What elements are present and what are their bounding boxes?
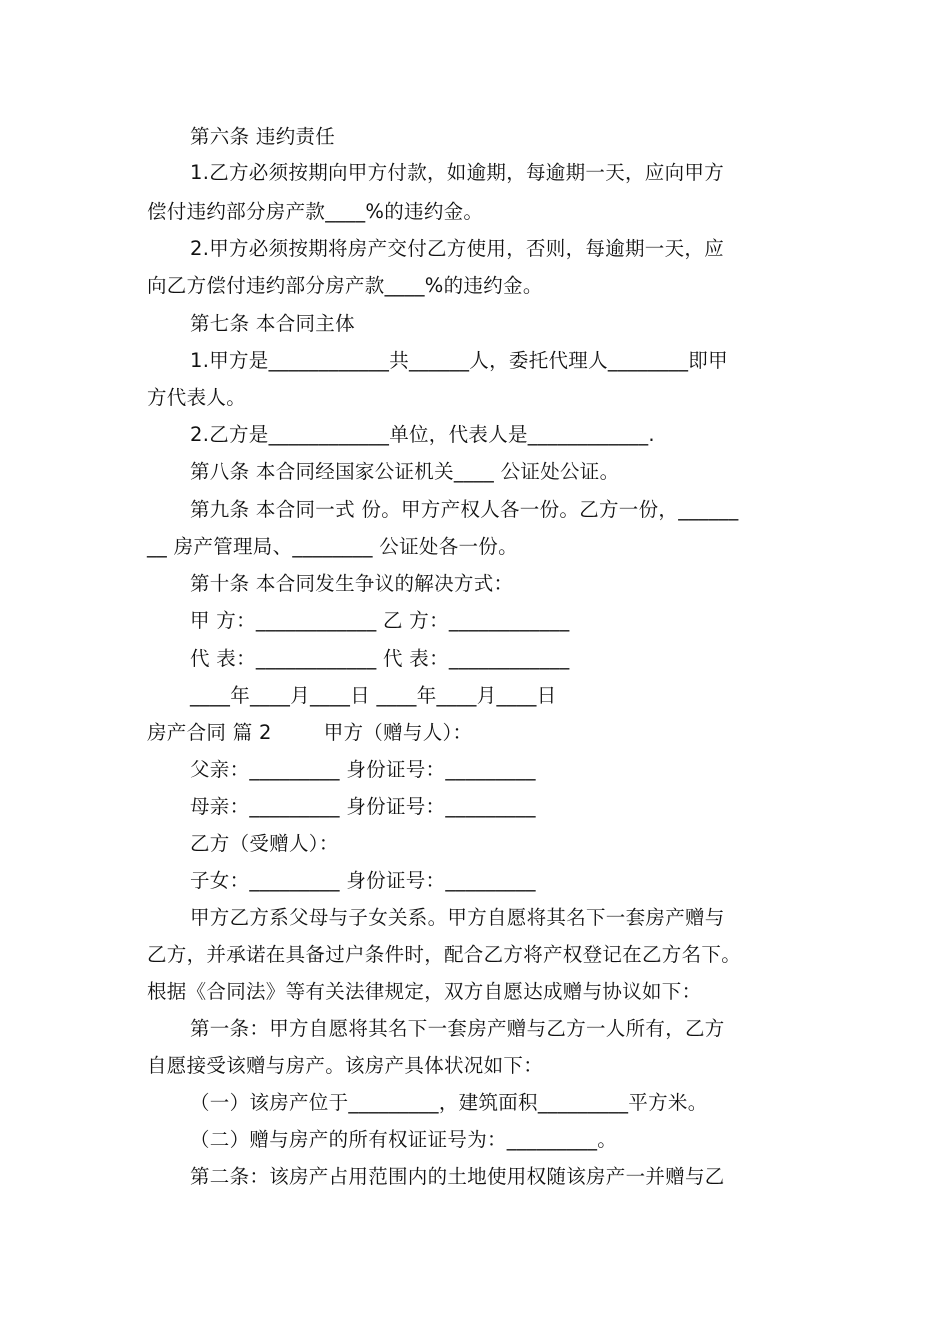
- article-7-clause-2: 2.乙方是____________单位，代表人是____________.: [190, 423, 655, 446]
- article-6-clause-1-cont: 偿付违约部分房产款____%的违约金。: [147, 200, 484, 223]
- child-id-row: 子女：_________ 身份证号：_________: [190, 869, 536, 892]
- signature-date-row: ____年____月____日 ____年____月____日: [190, 684, 557, 707]
- article-7-heading: 第七条 本合同主体: [190, 312, 355, 335]
- article-7-clause-1: 1.甲方是____________共______人，委托代理人________即甲: [190, 349, 728, 372]
- preamble-line-3: 根据《合同法》等有关法律规定，双方自愿达成赠与协议如下：: [147, 980, 702, 1003]
- article-6-clause-1: 1.乙方必须按期向甲方付款，如逾期，每逾期一天，应向甲方: [190, 161, 725, 184]
- party-b-heading: 乙方（受赠人）：: [190, 832, 339, 855]
- gift-article-1-item-2: （二）赠与房产的所有权证证号为：_________。: [190, 1128, 618, 1151]
- article-9: 第九条 本合同一式 份。甲方产权人各一份。乙方一份，______: [190, 498, 739, 521]
- mother-id-row: 母亲：_________ 身份证号：_________: [190, 795, 536, 818]
- article-6-clause-2-cont: 向乙方偿付违约部分房产款____%的违约金。: [147, 274, 543, 297]
- father-id-row: 父亲：_________ 身份证号：_________: [190, 758, 536, 781]
- gift-article-1-cont: 自愿接受该赠与房产。该房产具体状况如下：: [147, 1054, 544, 1077]
- article-9-cont: __ 房产管理局、________ 公证处各一份。: [147, 535, 518, 558]
- gift-article-2: 第二条：该房产占用范围内的土地使用权随该房产一并赠与乙: [190, 1165, 725, 1188]
- gift-article-1-item-1: （一）该房产位于_________，建筑面积_________平方米。: [190, 1091, 708, 1114]
- signature-party-row: 甲 方：____________ 乙 方：____________: [190, 609, 570, 632]
- article-6-heading: 第六条 违约责任: [190, 125, 336, 148]
- article-10-heading: 第十条 本合同发生争议的解决方式：: [190, 572, 514, 595]
- preamble-line-1: 甲方乙方系父母与子女关系。甲方自愿将其名下一套房产赠与: [190, 906, 725, 929]
- signature-representative-row: 代 表：____________ 代 表：____________: [190, 647, 570, 670]
- article-6-clause-2: 2.甲方必须按期将房产交付乙方使用，否则，每逾期一天，应: [190, 237, 725, 260]
- article-8: 第八条 本合同经国家公证机关____ 公证处公证。: [190, 460, 620, 483]
- gift-article-1: 第一条：甲方自愿将其名下一套房产赠与乙方一人所有，乙方: [190, 1017, 725, 1040]
- contract-2-title: 房产合同 篇 2 甲方（赠与人）：: [147, 721, 473, 744]
- article-7-clause-1-cont: 方代表人。: [147, 386, 247, 409]
- preamble-line-2: 乙方，并承诺在具备过户条件时，配合乙方将产权登记在乙方名下。: [147, 943, 742, 966]
